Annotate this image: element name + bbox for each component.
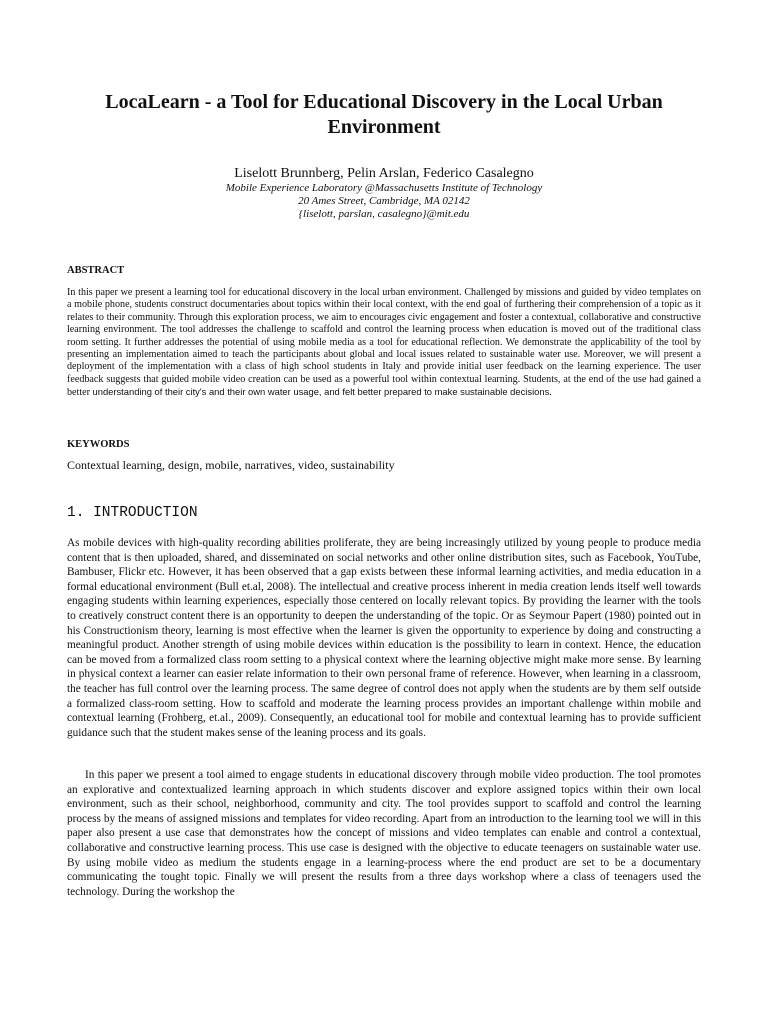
keywords-text: Contextual learning, design, mobile, narratives, video, sustainability bbox=[67, 458, 395, 472]
abstract-period: . bbox=[549, 387, 552, 399]
affiliation-line: Mobile Experience Laboratory @Massachusetts Institute of Technology bbox=[225, 182, 543, 194]
keywords-heading: KEYWORDS bbox=[67, 439, 130, 450]
abstract-ending: understanding of their city's and their own water usage, and felt better prepared to make sustainable decisions bbox=[92, 386, 550, 398]
paper-title: LocaLearn - a Tool for Educational Discovery in the Local Urban Environment bbox=[105, 91, 663, 138]
email-line: {liselott, parslan, casalegno}@mit.edu bbox=[298, 208, 470, 220]
author-list: Liselott Brunnberg, Pelin Arslan, Federico Casalegno bbox=[234, 166, 534, 181]
introduction-paragraph-2: In this paper we present a tool aimed to engage students in educational discovery through mobile video production. The tool promotes an explorative and contextualized learning approach in which students discover and explore assigned topics within their own local environment, such as their school, neighborhood, community and city. The tool provides support to scaffold and control the learning process by the means of assigned missions and templates for video recording. Apart from an introduction to the learning tool we will in this paper also present a use case that demonstrates how the concept of missions and video templates can enable and control a contextual, collaborative and constructive learning process. This use case is designed with the objective to educate teenagers on sustainable water use. By using mobile video as medium the students engage in a learning-process where the end product are set to be a documentary communicating the tought topic. Finally we will present the results from a three days workshop where a class of teenagers used the technology. During the workshop the bbox=[67, 769, 701, 898]
abstract-body: In this paper we present a learning tool for educational discovery in the local urban environment. Challenged by missions and guided by video templates on a mobile phone, students construct documentaries about topics within their local context, with the end goal of furthering their comprehension of a topic as it relates to their community. Through this exploration process, we aim to encourages civic engagement and foster a contextual, collaborative and constructive learning environment. The tool addresses the challenge to scaffold and control the learning process when education is moved out of the traditional class room setting. It further addresses the potential of using mobile media as a tool for educational reflection. We demonstrate the applicability of the tool by presenting an implementation aimed to teach the participants about global and local issues related to sustainable water use. Moreover, we will present a deployment of the implementation with a class of high school students in Italy and provide initial user feedback on the learning experience. The user feedback suggests that guided mobile video creation can be used as a powerful tool within contextual learning. Students, at the end of the use had gained a better bbox=[67, 287, 701, 399]
introduction-paragraph-1: As mobile devices with high-quality recording abilities proliferate, they are being increasingly utilized by young people to produce media content that is then uploaded, shared, and disseminated on social networks and other online distribution sites, such as Facebook, YouTube, Bambuser, Flickr etc. However, it has been observed that a gap exists between these informal learning activities, and media education in a formal educational environment (Bull et.al, 2008). The intellectual and creative process inherent in media creation lends itself well towards engaging students within learning experiences, especially those centered on locally relevant topics. By providing the learner with the tools to creatively construct content there is an opportunity to deepen the understanding of the topic. Or as Seymour Papert (1980) pointed out in his Constructionism theory, learning is most effective when the learner is given the opportunity to experience by doing and constructing a meaningful product. Another strength of using mobile devices within education is the possibility to learn in context. Hence, the education can be moved from a formalized class room setting to a physical context where the learning objective might make more sense. By learning in physical context a learner can easier relate information to their own personal frame of reference. However, when learning in a classroom, the teacher has full control over the learning process. The same degree of control does not apply when the students are by them self outside a formalized class-room setting. How to scaffold and moderate the learning process provides an important challenge within mobile and contextual learning (Frohberg, et.al., 2009). Consequently, an educational tool for mobile and contextual learning has to provide sufficient guidance such that the student makes sense of the leaning process and its goals. bbox=[67, 537, 701, 739]
address-line: 20 Ames Street, Cambridge, MA 02142 bbox=[298, 195, 470, 207]
introduction-heading: 1. INTRODUCTION bbox=[67, 505, 198, 521]
abstract-text bbox=[67, 287, 701, 400]
abstract-heading: ABSTRACT bbox=[67, 265, 125, 276]
